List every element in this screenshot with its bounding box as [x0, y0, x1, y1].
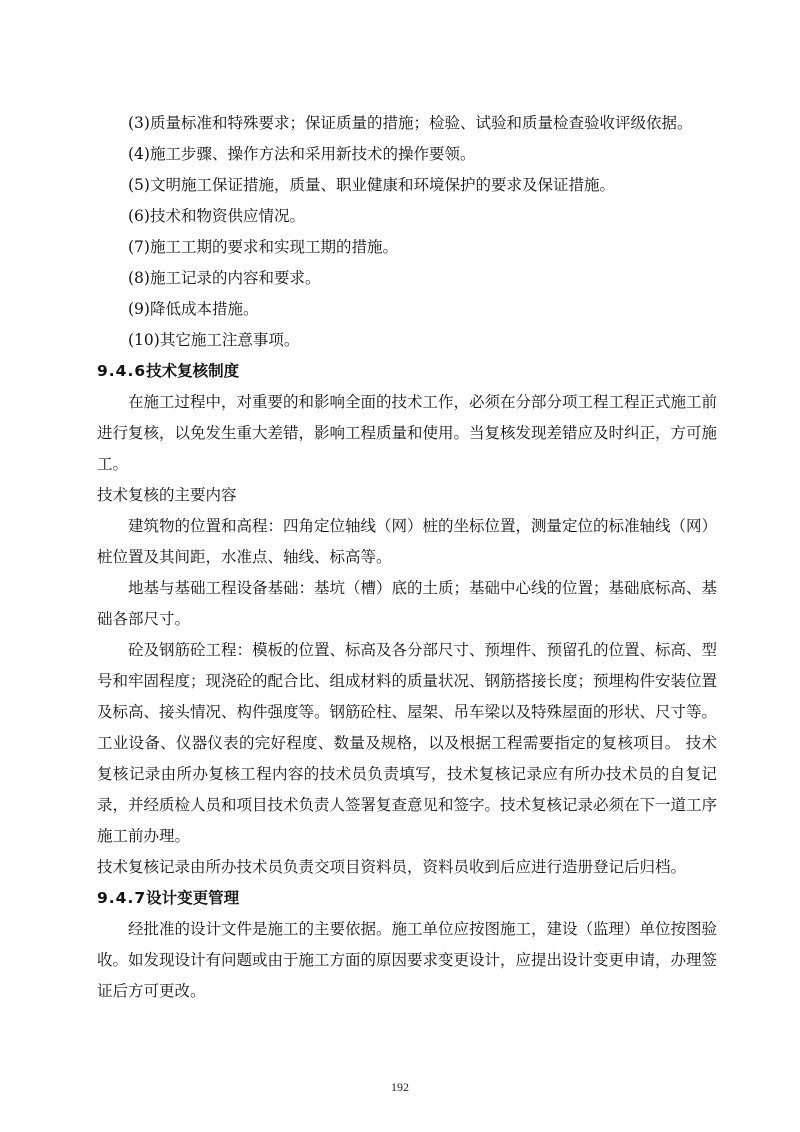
foundation-paragraph: 地基与基础工程设备基础：基坑（槽）底的土质；基础中心线的位置；基础底标高、基础各部尺寸。: [97, 579, 718, 628]
list-item-5: (5)文明施工保证措施，质量、职业健康和环境保护的要求及保证措施。: [128, 176, 615, 194]
list-item-7: (7)施工工期的要求和实现工期的措施。: [128, 238, 398, 256]
section-title: 设计变更管理: [146, 889, 240, 907]
concrete-paragraph: 砼及钢筋砼工程：模板的位置、标高及各分部尺寸、预埋件、预留孔的位置、标高、型号和牢固程度；现浇砼的配合比、组成材料的质量状况、钢筋搭接长度；预埋构件安装位置及标高、接头情况、构件强度等。钢筋砼柱、屋架、吊车梁以及特殊屋面的形状、尺寸等。工业设备、仪器仪表的完好程度、数量及规格，以及根据工程需要指定的复核项目。 技术复核记录由所办复核工程内容的技术员负责填写，技术复核记录应有所办技术员的自复记录，并经质检人员和项目技术负责人签署复查意见和签字。技术复核记录必须在下一道工序施工前办理。: [97, 641, 718, 845]
section-heading-946: [97, 356, 717, 387]
list-item-4: (4)施工步骤、操作方法和采用新技术的操作要领。: [128, 145, 476, 163]
list-item-10: (10)其它施工注意事项。: [128, 331, 300, 349]
page-number: 192: [391, 1080, 409, 1094]
section-number: 9.4.7: [97, 889, 147, 907]
records-paragraph: 技术复核记录由所办技术员负责交项目资料员，资料员收到后应进行造册登记后归档。: [97, 858, 687, 876]
main-content-label: 技术复核的主要内容: [97, 486, 237, 504]
section-title: 技术复核制度: [146, 362, 240, 380]
list-item-9: (9)降低成本措施。: [128, 300, 259, 318]
page-content: [97, 108, 717, 1007]
section-heading-947: [97, 883, 717, 914]
list-item-3: (3)质量标准和特殊要求；保证质量的措施；检验、试验和质量检查验收评级依据。: [128, 114, 693, 132]
building-position-paragraph: 建筑物的位置和高程：四角定位轴线（网）桩的坐标位置，测量定位的标准轴线（网）桩位置及其间距，水准点、轴线、标高等。: [97, 517, 718, 566]
section-intro-paragraph: 在施工过程中，对重要的和影响全面的技术工作，必须在分部分项工程工程正式施工前进行复核，以免发生重大差错，影响工程质量和使用。当复核发现差错应及时纠正，方可施工。: [97, 393, 718, 473]
list-item-6: (6)技术和物资供应情况。: [128, 207, 305, 225]
list-item-8: (8)施工记录的内容和要求。: [128, 269, 321, 287]
design-change-paragraph: 经批准的设计文件是施工的主要依据。施工单位应按图施工，建设（监理）单位按图验收。如发现设计有问题或由于施工方面的原因要求变更设计，应提出设计变更申请，办理签证后方可更改。: [97, 920, 718, 1000]
section-number: 9.4.6: [97, 362, 147, 380]
